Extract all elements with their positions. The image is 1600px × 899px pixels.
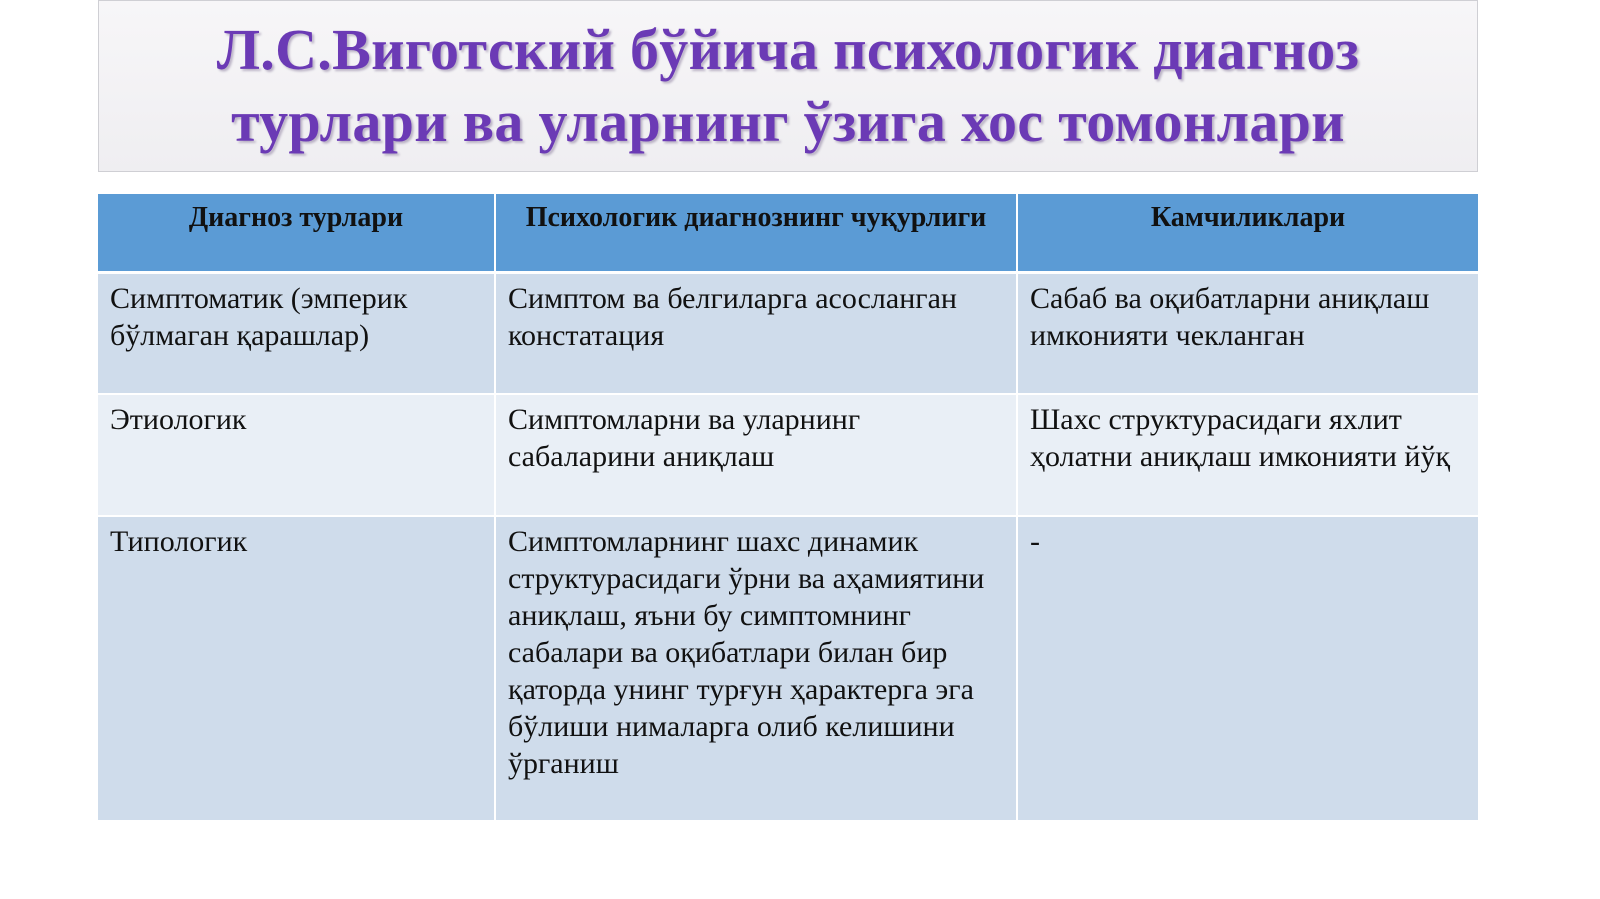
table-row (98, 516, 1478, 821)
slide-title-line-1: Л.С.Виготский бўйича психологик диагноз (216, 17, 1360, 82)
slide-title-line-2: турлари ва уларнинг ўзига хос томонлари (231, 89, 1345, 154)
table-header-row (98, 194, 1478, 272)
cell-drawbacks: - (1017, 516, 1478, 821)
cell-diagnosis-type: Типологик (98, 516, 495, 821)
header-diagnosis-depth: Психологик диагнознинг чуқурлиги (495, 194, 1017, 272)
slide-title (217, 14, 1359, 158)
table-row (98, 272, 1478, 394)
diagnosis-table-container (98, 194, 1478, 822)
cell-diagnosis-type: Этиологик (98, 394, 495, 516)
header-drawbacks: Камчиликлари (1017, 194, 1478, 272)
cell-diagnosis-depth: Симптом ва белгиларга асосланган констатация (495, 272, 1017, 394)
table-row (98, 394, 1478, 516)
cell-drawbacks: Шахс структурасидаги яхлит ҳолатни аниқлаш имконияти йўқ (1017, 394, 1478, 516)
slide-title-box (98, 0, 1478, 172)
header-diagnosis-types: Диагноз турлари (98, 194, 495, 272)
cell-diagnosis-depth: Симптомларни ва уларнинг сабаларини аниқлаш (495, 394, 1017, 516)
cell-drawbacks: Сабаб ва оқибатларни аниқлаш имконияти чекланган (1017, 272, 1478, 394)
cell-diagnosis-depth: Симптомларнинг шахс динамик структурасидаги ўрни ва аҳамиятини аниқлаш, яъни бу симптомнинг сабалари ва оқибатлари билан бир қаторда унинг турғун ҳарактерга эга бўлиши нималарга олиб келишини ўрганиш (495, 516, 1017, 821)
diagnosis-table (98, 194, 1478, 822)
cell-diagnosis-type: Симптоматик (эмперик бўлмаган қарашлар) (98, 272, 495, 394)
